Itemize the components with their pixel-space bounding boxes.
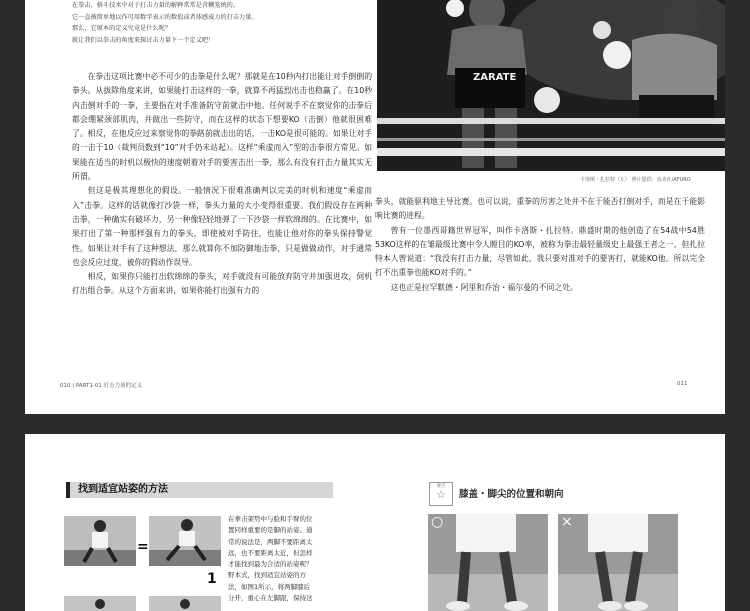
point-title: 膝盖・脚尖的位置和朝向	[459, 489, 564, 500]
correct-mark-icon: ○	[431, 514, 444, 530]
text-line: 在拳击架势中与脸和手臂的位	[228, 515, 313, 523]
stance-photo	[64, 516, 136, 566]
stance-photo	[64, 596, 136, 611]
body-column-right	[375, 195, 705, 295]
text-line: 分开，重心在左脚跟，保持这	[228, 594, 313, 603]
intro-line: 就让我们以拳击的角度来探讨击力量下一个定义吧！	[72, 36, 215, 44]
boxing-photo	[377, 0, 725, 171]
legs-photo-incorrect	[558, 514, 678, 611]
star-icon: ☆	[436, 488, 446, 501]
incorrect-mark-icon: ×	[561, 514, 573, 530]
body-column-left	[72, 70, 372, 299]
paragraph: 但这是极其理想化的假设。一般情况下很难准确判以完美的时机和速度“乘虚而入”击拳。这样的话就像打沙袋一样，拳头力量的大小变得很重要。我们假设存在两种击拳，一种确实有破坏力，另一种像轻轻地弹了一下沙袋一样软绵绵的。在比赛中，如果打出了第一种那样强有力的拳头，即使被对手防住，也能让他对你的拳头保持警觉性。如果让对手有了这种想法，那么就算你不加防御地击拳，只是做做动作，对手通常也会反应过度，被你的假动作误导。	[72, 186, 372, 267]
paragraph: 这也正是拉罕默德・阿里和乔治・福尔曼的不同之处。	[390, 282, 578, 292]
stance-photo	[149, 516, 221, 566]
point-badge	[429, 482, 453, 506]
trunks-label: ZARATE	[473, 72, 517, 83]
photo-caption: 卡洛斯・扎拉特（左） 照片提供：真美社/AFURO	[580, 177, 691, 183]
step-number: 1	[207, 571, 217, 587]
text-line: 法，如图1所示，将两脚膝后	[228, 582, 311, 591]
stance-photo	[149, 596, 221, 611]
text-line: 远，也不要距离太近，但怎样	[228, 548, 313, 557]
top-page	[25, 0, 725, 414]
bottom-page	[25, 434, 725, 611]
legs-photo-correct	[428, 514, 548, 611]
page-footer-left: 010 | PART1-01 打击力量的定义	[60, 383, 143, 389]
section-title: 找到适宜站姿的方法	[66, 482, 333, 498]
stance-description	[228, 514, 323, 604]
text-line: 置同样重要的是脚的站姿。通	[228, 526, 313, 535]
text-line: 常的说法是，两脚不要距离太	[228, 537, 313, 546]
paragraph: 拳头，就能驱利地主导比赛。也可以说，重拳的厉害之处并不在于能否打倒对手，而是在于能影响比赛的进程。	[375, 197, 705, 221]
paragraph: 曾有一位墨西哥籍世界冠军，叫作卡洛斯・扎拉特。鼎盛时期的他创造了在54战中54胜53KO这样的在雏最级比赛中令人瞠目的KO率，被称为拳击最轻量级史上最强王者之一。但扎拉特本人曾说道：“我没有打击力量，尽管如此，我只要对准对手的要害打，就能KO他。所以完全打不出重拳也能KO对手的。”	[375, 225, 705, 278]
intro-text	[72, 0, 372, 46]
paragraph: 相反，如果你只能打出软绵绵的拳头，对手就没有可能放弃防守并加强进攻，伺机打出组合拳。从这个方面来讲，如果你能打出强有力的	[72, 272, 372, 296]
text-line: 野本式，找到适宜站姿的方	[228, 571, 306, 580]
page-number-right: 011	[677, 381, 688, 387]
intro-line: 它一直被简单地以作可用数字表示的数值或者体感威力的打击力量。	[72, 13, 258, 21]
equals-sign: =	[137, 539, 149, 555]
intro-line: 那么，它原本的定义究竟是什么呢？	[72, 25, 171, 32]
text-line: 才能找到最为合适的站姿呢？	[228, 560, 313, 569]
paragraph: 在拳击这项比赛中必不可少的击拳是什么呢？那就是在10秒内打出能让对手倒倒的拳头。从拔除角度来讲，如果能打击这样的一拳，就算不再猛烈出击也稳赢了。在10秒内击倒对手的一拳，主要指在对手准备防守前就击中他。任何说手不在察觉你的击拳后都会绷紧颈部肌肉，并做出一些防守，而在这样的状态下想要KO（击倒）他就很困难了。相反，在他反应过来察觉你的拳路前就击出的话，一击KO是很可能的。如果让对手的一击于10（裁判员数到“10”对手仍未站起）。这样“乘虚而入”型的击拳很方常见。如果能在适当的时机以极快的速度朝着对手的要害击出一拳，那么有没有打击力量其实无所谓。	[72, 72, 372, 182]
point-label: 要点	[436, 484, 446, 489]
intro-line: 在拳击、格斗技术中对于打击力量的解释常常是含糊笼统的。	[72, 2, 240, 9]
